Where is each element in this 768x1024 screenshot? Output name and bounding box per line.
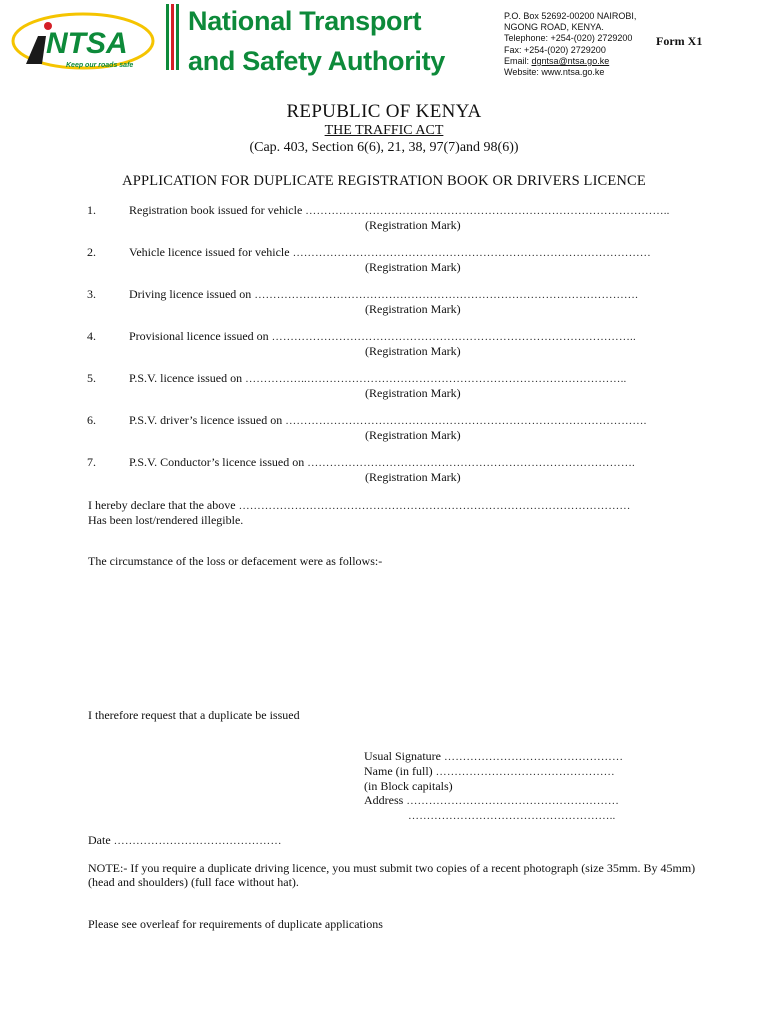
declaration — [88, 498, 631, 527]
item-label: Vehicle licence issued for vehicle — [129, 245, 293, 259]
org-name-line2: and Safety Authority — [188, 46, 446, 76]
fill-line[interactable]: ………………………………………………… — [406, 795, 620, 807]
header-divider — [166, 4, 180, 70]
fill-line[interactable]: ……………………………………………………………………………. — [307, 457, 635, 469]
logo-tagline: Keep our roads safe — [66, 62, 134, 69]
signature-field[interactable] — [364, 749, 623, 764]
act-title-text: THE TRAFFIC ACT — [324, 123, 444, 138]
declaration-line1 — [88, 498, 631, 513]
item-label: P.S.V. Conductor’s licence issued on — [129, 455, 308, 469]
item-provisional-licence — [129, 329, 636, 344]
signature-block — [364, 749, 623, 823]
item-psv-conductor-licence — [129, 455, 635, 470]
item-label: P.S.V. licence issued on — [129, 371, 246, 385]
form-number: Form X1 — [656, 34, 703, 48]
republic-title: REPUBLIC OF KENYA — [286, 101, 482, 122]
address-line2: NGONG ROAD, KENYA. — [504, 22, 604, 33]
name-label: Name (in full) — [364, 764, 436, 778]
block-capitals-note: (in Block capitals) — [364, 779, 453, 793]
email-line — [504, 56, 636, 67]
name-field[interactable] — [364, 764, 623, 779]
declaration-text: I hereby declare that the above — [88, 498, 239, 512]
fax: Fax: +254-(020) 2729200 — [504, 44, 606, 55]
fill-line[interactable]: ……………..………………………………………………………………………….. — [245, 373, 627, 385]
registration-mark-label: (Registration Mark) — [365, 344, 461, 358]
fill-line[interactable]: ………………………………………… — [444, 751, 624, 763]
item-number: 6. — [87, 413, 96, 427]
website: Website: www.ntsa.go.ke — [504, 67, 605, 78]
circumstance-prompt: The circumstance of the loss or defacement were as follows:- — [88, 554, 383, 568]
item-number: 1. — [87, 203, 96, 217]
item-number: 4. — [87, 329, 96, 343]
registration-mark-label: (Registration Mark) — [365, 428, 461, 442]
ntsa-logo — [8, 6, 158, 72]
item-psv-licence — [129, 371, 627, 386]
fill-line[interactable]: ………………………………………… — [435, 766, 615, 778]
item-psv-driver-licence — [129, 413, 647, 428]
fill-line[interactable]: …………………………………………………………………………………… — [292, 247, 651, 259]
application-title: APPLICATION FOR DUPLICATE REGISTRATION BOOK OR DRIVERS LICENCE — [122, 173, 646, 189]
email-link[interactable]: dgntsa@ntsa.go.ke — [531, 55, 610, 66]
date-label: Date — [88, 833, 114, 847]
fill-line[interactable]: …………………………………………………………………………………………. — [254, 289, 639, 301]
cap-reference: (Cap. 403, Section 6(6), 21, 38, 97(7)and 98(6)) — [249, 140, 519, 155]
fill-line[interactable]: …………………………………………………………………………………….. — [271, 331, 636, 343]
fill-line[interactable]: ……………………………………………….. — [408, 810, 616, 822]
address-field-line2[interactable] — [364, 808, 623, 823]
logo-text: NTSA — [46, 27, 128, 60]
address-field[interactable] — [364, 793, 623, 808]
act-title — [0, 123, 768, 139]
org-name-line1: National Transport — [188, 6, 422, 36]
email-label: Email: — [504, 55, 532, 66]
fill-line[interactable]: ……………………………………………………………………………………. — [285, 415, 647, 427]
item-number: 3. — [87, 287, 96, 301]
registration-mark-label: (Registration Mark) — [365, 386, 461, 400]
item-number: 7. — [87, 455, 96, 469]
address-line1: P.O. Box 52692-00200 NAIROBI, — [504, 11, 637, 21]
item-vehicle-licence — [129, 245, 651, 260]
fill-line[interactable]: …………………………………………………………………………………….. — [305, 205, 670, 217]
item-label: Driving licence issued on — [129, 287, 255, 301]
item-label: P.S.V. driver’s licence issued on — [129, 413, 286, 427]
date-field[interactable] — [88, 833, 282, 848]
address-label: Address — [364, 793, 407, 807]
item-driving-licence — [129, 287, 638, 302]
registration-mark-label: (Registration Mark) — [365, 260, 461, 274]
item-label: Provisional licence issued on — [129, 329, 272, 343]
declaration-line2: Has been lost/rendered illegible. — [88, 513, 244, 527]
item-number: 5. — [87, 371, 96, 385]
note — [88, 861, 695, 889]
contact-block — [504, 11, 636, 78]
registration-mark-label: (Registration Mark) — [365, 218, 461, 232]
note-line2: (head and shoulders) (full face without hat). — [88, 875, 299, 889]
signature-label: Usual Signature — [364, 749, 444, 763]
item-number: 2. — [87, 245, 96, 259]
item-registration-book — [129, 203, 670, 218]
note-line1: NOTE:- If you require a duplicate driving licence, you must submit two copies of a recent photograph (size 35mm. By 45mm) — [88, 861, 696, 875]
registration-mark-label: (Registration Mark) — [365, 470, 461, 484]
organization-name — [188, 1, 445, 81]
telephone: Telephone: +254-(020) 2729200 — [504, 33, 633, 44]
fill-line[interactable]: ……………………………………… — [113, 835, 282, 847]
request-statement: I therefore request that a duplicate be issued — [88, 708, 300, 722]
overleaf-note: Please see overleaf for requirements of duplicate applications — [88, 917, 383, 931]
registration-mark-label: (Registration Mark) — [365, 302, 461, 316]
fill-line[interactable]: …………………………………………………………………………………………… — [238, 500, 631, 512]
item-label: Registration book issued for vehicle — [129, 203, 306, 217]
